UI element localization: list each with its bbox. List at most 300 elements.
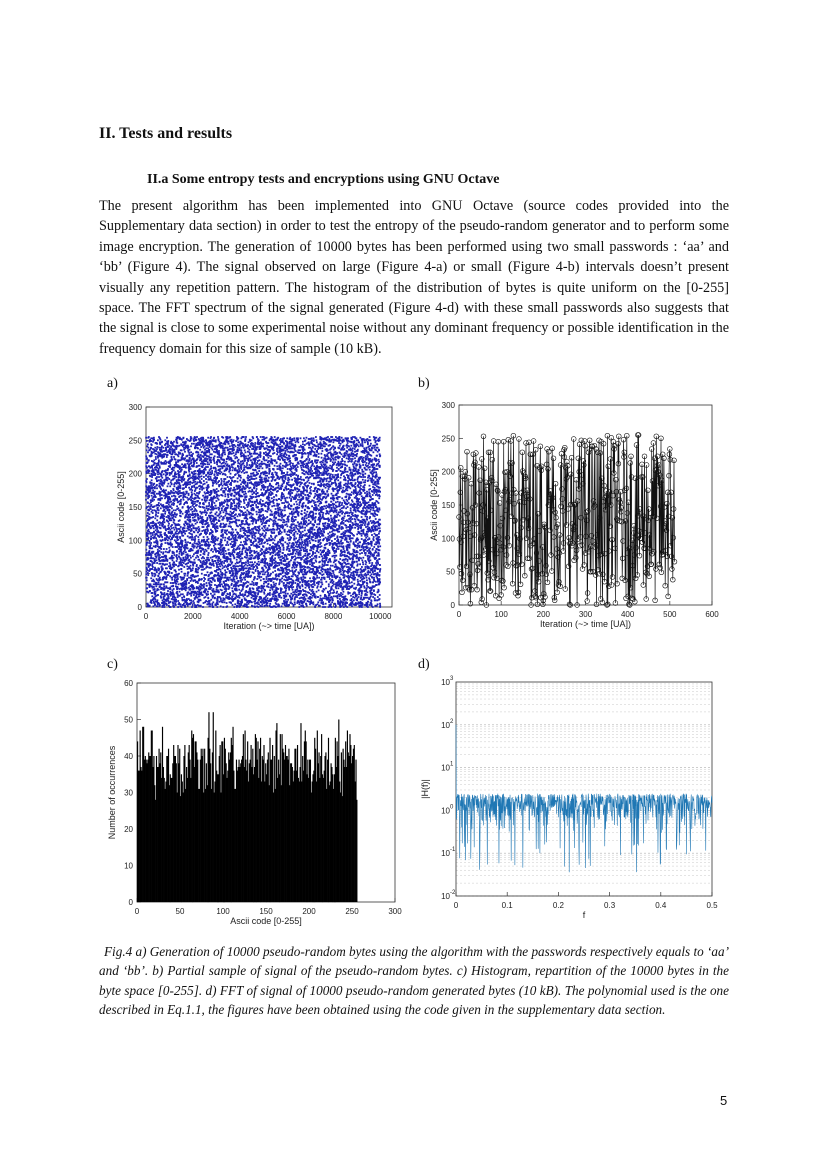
data-point	[171, 507, 173, 509]
data-point	[209, 504, 211, 506]
data-point	[193, 443, 195, 445]
data-point	[153, 551, 155, 553]
data-point	[156, 562, 158, 564]
data-point	[221, 583, 223, 585]
data-point	[242, 593, 244, 595]
data-point	[229, 577, 231, 579]
data-point	[203, 521, 205, 523]
data-point	[193, 463, 195, 465]
panel-label-b: b)	[418, 376, 430, 391]
data-point	[164, 481, 166, 483]
data-point	[167, 454, 169, 456]
data-point	[151, 547, 153, 549]
data-point	[233, 573, 235, 575]
data-point	[235, 489, 237, 491]
data-point	[234, 551, 236, 553]
data-point	[253, 563, 255, 565]
data-point	[161, 482, 163, 484]
data-point	[204, 583, 206, 585]
data-point	[172, 603, 174, 605]
data-point	[171, 524, 173, 526]
data-point	[145, 495, 147, 497]
data-point	[251, 601, 253, 603]
data-point	[215, 517, 217, 519]
data-point	[164, 439, 166, 441]
data-point	[199, 449, 201, 451]
data-point	[248, 549, 250, 551]
data-point	[158, 568, 160, 570]
data-point	[217, 603, 219, 605]
data-point	[227, 447, 229, 449]
data-point	[156, 487, 158, 489]
data-point	[242, 588, 244, 590]
data-point	[164, 521, 166, 523]
data-point	[201, 478, 203, 480]
data-point	[166, 548, 168, 550]
data-point	[165, 581, 167, 583]
data-point	[249, 490, 251, 492]
data-point	[225, 544, 227, 546]
data-point	[182, 513, 184, 515]
data-point	[261, 461, 263, 463]
data-point	[245, 493, 247, 495]
data-point	[159, 499, 161, 501]
data-point	[154, 603, 156, 605]
data-point	[163, 515, 165, 517]
data-point	[230, 526, 232, 528]
data-point	[255, 490, 257, 492]
data-point	[234, 557, 236, 559]
data-point	[176, 505, 178, 507]
data-point	[236, 457, 238, 459]
data-point	[231, 459, 233, 461]
data-point	[210, 457, 212, 459]
data-point	[260, 605, 262, 607]
data-point	[167, 485, 169, 487]
data-point	[166, 516, 168, 518]
data-point	[145, 499, 147, 501]
data-point	[194, 545, 196, 547]
data-point	[212, 601, 214, 603]
data-point	[221, 539, 223, 541]
data-point	[183, 553, 185, 555]
data-point	[217, 474, 219, 476]
data-point	[161, 494, 163, 496]
data-point	[255, 532, 257, 534]
data-point	[161, 497, 163, 499]
data-point	[260, 452, 262, 454]
data-point	[229, 469, 231, 471]
data-point	[208, 541, 210, 543]
data-point	[258, 552, 260, 554]
data-point	[171, 543, 173, 545]
data-point	[243, 500, 245, 502]
data-point	[150, 508, 152, 510]
data-point	[192, 497, 194, 499]
data-point	[202, 523, 204, 525]
data-point	[227, 476, 229, 478]
data-point	[190, 595, 192, 597]
data-point	[250, 568, 252, 570]
data-point	[240, 555, 242, 557]
data-point	[175, 473, 177, 475]
data-point	[190, 588, 192, 590]
data-point	[208, 552, 210, 554]
data-point	[188, 577, 190, 579]
data-point	[224, 451, 226, 453]
data-point	[208, 502, 210, 504]
data-point	[224, 515, 226, 517]
data-point	[169, 511, 171, 513]
data-point	[159, 557, 161, 559]
data-point	[187, 593, 189, 595]
data-point	[199, 468, 201, 470]
data-point	[196, 521, 198, 523]
data-point	[250, 501, 252, 503]
data-point	[214, 502, 216, 504]
data-point	[174, 485, 176, 487]
data-point	[192, 453, 194, 455]
data-point	[203, 539, 205, 541]
data-point	[192, 511, 194, 513]
data-point	[228, 519, 230, 521]
data-point	[259, 577, 261, 579]
data-point	[215, 536, 217, 538]
data-point	[237, 525, 239, 527]
data-point	[203, 476, 205, 478]
data-point	[156, 448, 158, 450]
data-point	[222, 455, 224, 457]
data-point	[208, 578, 210, 580]
data-point	[229, 594, 231, 596]
data-point	[189, 559, 191, 561]
data-point	[240, 581, 242, 583]
data-point	[195, 529, 197, 531]
data-point	[241, 564, 243, 566]
data-point	[244, 534, 246, 536]
data-point	[155, 458, 157, 460]
data-point	[222, 606, 224, 608]
data-point	[185, 521, 187, 523]
data-point	[166, 479, 168, 481]
data-point	[197, 481, 199, 483]
data-point	[171, 519, 173, 521]
data-point	[243, 493, 245, 495]
data-point	[260, 455, 262, 457]
data-point	[177, 587, 179, 589]
data-point	[205, 596, 207, 598]
data-point	[163, 506, 165, 508]
data-point	[151, 479, 153, 481]
data-point	[248, 505, 250, 507]
data-point	[170, 505, 172, 507]
data-point	[201, 578, 203, 580]
data-point	[246, 513, 248, 515]
data-point	[224, 555, 226, 557]
data-point	[216, 472, 218, 474]
data-point	[244, 579, 246, 581]
data-point	[220, 581, 222, 583]
data-point	[210, 436, 212, 438]
data-point	[194, 481, 196, 483]
data-point	[230, 602, 232, 604]
data-point	[176, 442, 178, 444]
data-point	[234, 461, 236, 463]
data-point	[147, 583, 149, 585]
data-point	[240, 477, 242, 479]
data-point	[207, 466, 209, 468]
data-point	[174, 529, 176, 531]
data-point	[187, 555, 189, 557]
data-point	[195, 475, 197, 477]
data-point	[217, 599, 219, 601]
data-point	[213, 437, 215, 439]
data-point	[170, 501, 172, 503]
data-point	[251, 561, 253, 563]
data-point	[249, 564, 251, 566]
data-point	[240, 475, 242, 477]
data-point	[169, 562, 171, 564]
data-point	[180, 549, 182, 551]
data-point	[208, 547, 210, 549]
data-point	[183, 566, 185, 568]
data-point	[239, 584, 241, 586]
data-point	[171, 483, 173, 485]
data-point	[216, 446, 218, 448]
data-point	[193, 594, 195, 596]
data-point	[148, 459, 150, 461]
data-point	[176, 479, 178, 481]
data-point	[210, 459, 212, 461]
data-point	[204, 445, 206, 447]
y-tick-label: 150	[128, 503, 142, 512]
data-point	[242, 443, 244, 445]
data-point	[226, 571, 228, 573]
data-point	[233, 511, 235, 513]
data-point	[166, 493, 168, 495]
data-point	[177, 507, 179, 509]
data-point	[237, 605, 239, 607]
data-point	[174, 449, 176, 451]
data-point	[228, 480, 230, 482]
data-point	[225, 447, 227, 449]
data-point	[241, 452, 243, 454]
data-point	[182, 506, 184, 508]
data-point	[260, 579, 262, 581]
data-point	[188, 487, 190, 489]
data-point	[247, 482, 249, 484]
data-point	[213, 565, 215, 567]
data-point	[205, 514, 207, 516]
data-point	[208, 486, 210, 488]
data-point	[193, 440, 195, 442]
data-point	[226, 484, 228, 486]
data-point	[229, 445, 231, 447]
data-point	[206, 507, 208, 509]
data-point	[179, 490, 181, 492]
data-point	[251, 439, 253, 441]
data-point	[186, 565, 188, 567]
data-point	[212, 561, 214, 563]
data-point	[252, 501, 254, 503]
data-point	[210, 476, 212, 478]
data-point	[199, 530, 201, 532]
data-point	[196, 575, 198, 577]
data-point	[159, 495, 161, 497]
data-point	[214, 597, 216, 599]
data-point	[253, 484, 255, 486]
data-point	[220, 523, 222, 525]
data-point	[212, 595, 214, 597]
data-point	[253, 584, 255, 586]
data-point	[209, 583, 211, 585]
data-point	[251, 453, 253, 455]
data-point	[177, 536, 179, 538]
data-point	[227, 463, 229, 465]
data-point	[239, 479, 241, 481]
data-point	[221, 480, 223, 482]
data-point	[211, 581, 213, 583]
data-point	[255, 526, 257, 528]
data-point	[243, 535, 245, 537]
data-point	[235, 597, 237, 599]
data-point	[213, 445, 215, 447]
data-point	[218, 490, 220, 492]
data-point	[205, 466, 207, 468]
data-point	[227, 496, 229, 498]
y-tick-label: 100	[128, 536, 142, 546]
data-point	[164, 592, 166, 594]
data-point	[188, 494, 190, 496]
data-point	[167, 468, 169, 470]
data-point	[189, 542, 191, 544]
data-point	[239, 503, 241, 505]
data-point	[236, 485, 238, 487]
data-point	[203, 587, 205, 589]
data-point	[165, 469, 167, 471]
data-point	[177, 600, 179, 602]
data-point	[210, 593, 212, 595]
data-point	[204, 463, 206, 465]
data-point	[181, 542, 183, 544]
data-point	[198, 478, 200, 480]
data-point	[212, 485, 214, 487]
data-point	[158, 502, 160, 504]
data-point	[241, 551, 243, 553]
data-point	[256, 462, 258, 464]
data-point	[156, 480, 158, 482]
data-point	[179, 453, 181, 455]
data-point	[194, 437, 196, 439]
data-point	[181, 571, 183, 573]
data-point	[209, 446, 211, 448]
data-point	[243, 512, 245, 514]
data-point	[176, 560, 178, 562]
data-point	[234, 517, 236, 519]
data-point	[169, 549, 171, 551]
data-point	[204, 591, 206, 593]
data-point	[178, 569, 180, 571]
data-point	[153, 531, 155, 533]
data-point	[154, 599, 156, 601]
data-point	[261, 492, 263, 494]
data-point	[240, 483, 242, 485]
data-point	[179, 537, 181, 539]
data-point	[173, 582, 175, 584]
data-point	[238, 505, 240, 507]
data-point	[246, 464, 248, 466]
data-point	[189, 475, 191, 477]
data-point	[246, 457, 248, 459]
data-point	[161, 565, 163, 567]
data-point	[193, 602, 195, 604]
data-point	[171, 473, 173, 475]
data-point	[176, 440, 178, 442]
data-point	[244, 481, 246, 483]
data-point	[256, 551, 258, 553]
data-point	[234, 579, 236, 581]
data-point	[213, 588, 215, 590]
data-point	[188, 571, 190, 573]
data-point	[166, 593, 168, 595]
data-point	[258, 519, 260, 521]
data-point	[188, 452, 190, 454]
data-point	[154, 462, 156, 464]
data-point	[146, 440, 148, 442]
data-point	[216, 463, 218, 465]
data-point	[147, 502, 149, 504]
data-point	[204, 483, 206, 485]
data-point	[186, 583, 188, 585]
data-point	[201, 587, 203, 589]
data-point	[227, 541, 229, 543]
data-point	[148, 529, 150, 531]
data-point	[202, 516, 204, 518]
data-point	[203, 580, 205, 582]
data-point	[193, 531, 195, 533]
data-point	[164, 604, 166, 606]
data-point	[240, 560, 242, 562]
data-point	[146, 481, 148, 483]
data-point	[173, 605, 175, 607]
data-point	[169, 572, 171, 574]
data-point	[186, 579, 188, 581]
data-point	[146, 506, 148, 508]
data-point	[221, 482, 223, 484]
data-point	[229, 592, 231, 594]
data-point	[227, 507, 229, 509]
data-point	[247, 562, 249, 564]
data-point	[228, 456, 230, 458]
data-point	[252, 605, 254, 607]
data-point	[183, 487, 185, 489]
data-point	[244, 502, 246, 504]
data-point	[228, 493, 230, 495]
data-point	[151, 504, 153, 506]
data-point	[201, 544, 203, 546]
data-point	[190, 565, 192, 567]
data-point	[175, 476, 177, 478]
data-point	[166, 472, 168, 474]
data-point	[233, 439, 235, 441]
data-point	[216, 511, 218, 513]
data-point	[167, 559, 169, 561]
data-point	[197, 458, 199, 460]
data-point	[189, 460, 191, 462]
data-point	[240, 468, 242, 470]
data-point	[248, 527, 250, 529]
data-point	[258, 557, 260, 559]
